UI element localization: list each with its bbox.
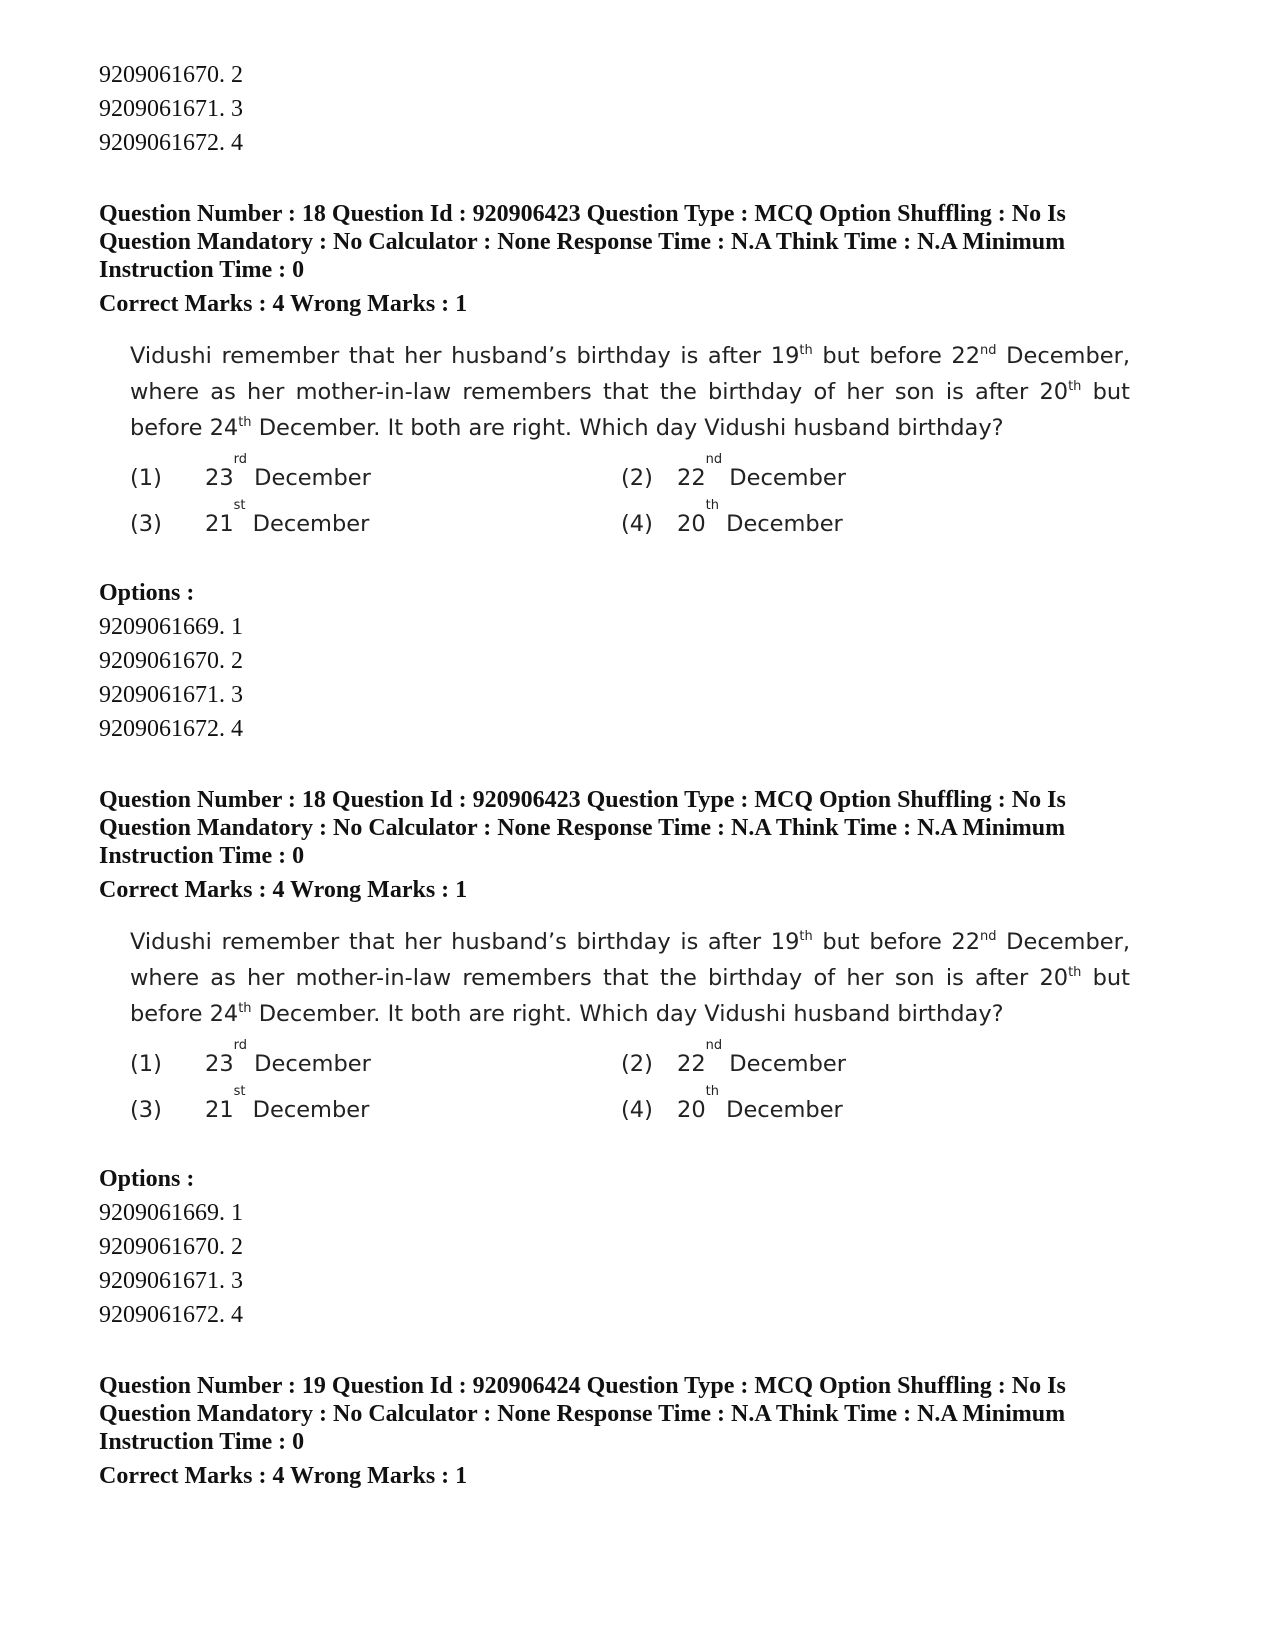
choices-grid bbox=[130, 1038, 1130, 1128]
question-block bbox=[99, 1372, 1179, 1490]
choice-item: (3) 21 st December bbox=[130, 498, 370, 537]
question-text: Vidushi remember that her husband’s birthday is after 19th but before 22nd December, where as her mother-in-law remembers that the birthday of her son is after 20th but before 24th December. It both are right. Which day Vidushi husband birthday? bbox=[130, 343, 1130, 441]
option-line: 9209061672. 4 bbox=[99, 1302, 243, 1328]
question-text: Vidushi remember that her husband’s birthday is after 19th but before 22nd December, where as her mother-in-law remembers that the birthday of her son is after 20th but before 24th December. It both are right. Which day Vidushi husband birthday? bbox=[130, 929, 1130, 1027]
option-line: 9209061670. 2 bbox=[99, 1234, 243, 1260]
question-image bbox=[130, 338, 1130, 542]
choice-item: (3) 21 st December bbox=[130, 1084, 370, 1123]
option-line: 9209061672. 4 bbox=[99, 130, 243, 156]
question-block bbox=[99, 200, 1179, 746]
option-line: 9209061671. 3 bbox=[99, 96, 243, 122]
option-line: 9209061669. 1 bbox=[99, 614, 243, 640]
document-page bbox=[99, 58, 1179, 1490]
question-meta: Question Number : 18 Question Id : 920906423 Question Type : MCQ Option Shuffling : No Is Question Mandatory : No Calculator : None Response Time : N.A Think Time : N.A Minimum Instruction Time : 0 bbox=[99, 201, 1066, 283]
question-marks: Correct Marks : 4 Wrong Marks : 1 bbox=[99, 877, 468, 903]
question-meta: Question Number : 19 Question Id : 920906424 Question Type : MCQ Option Shuffling : No Is Question Mandatory : No Calculator : None Response Time : N.A Think Time : N.A Minimum Instruction Time : 0 bbox=[99, 1373, 1066, 1455]
choice-item: (1) 23 rd December bbox=[130, 452, 371, 491]
choice-item: (4) 20 th December bbox=[621, 1084, 843, 1123]
question-meta: Question Number : 18 Question Id : 920906423 Question Type : MCQ Option Shuffling : No Is Question Mandatory : No Calculator : None Response Time : N.A Think Time : N.A Minimum Instruction Time : 0 bbox=[99, 787, 1066, 869]
question-block bbox=[99, 786, 1179, 1332]
top-options-list bbox=[99, 58, 1179, 160]
choice-item: (2) 22 nd December bbox=[621, 452, 846, 491]
choice-item: (4) 20 th December bbox=[621, 498, 843, 537]
option-line: 9209061669. 1 bbox=[99, 1200, 243, 1226]
options-label: Options : bbox=[99, 1166, 195, 1192]
option-line: 9209061671. 3 bbox=[99, 682, 243, 708]
choice-item: (1) 23 rd December bbox=[130, 1038, 371, 1077]
option-line: 9209061671. 3 bbox=[99, 1268, 243, 1294]
option-line: 9209061670. 2 bbox=[99, 62, 243, 88]
question-marks: Correct Marks : 4 Wrong Marks : 1 bbox=[99, 1463, 468, 1489]
choice-item: (2) 22 nd December bbox=[621, 1038, 846, 1077]
option-line: 9209061672. 4 bbox=[99, 716, 243, 742]
options-label: Options : bbox=[99, 580, 195, 606]
choices-grid bbox=[130, 452, 1130, 542]
question-marks: Correct Marks : 4 Wrong Marks : 1 bbox=[99, 291, 468, 317]
question-image bbox=[130, 924, 1130, 1128]
option-line: 9209061670. 2 bbox=[99, 648, 243, 674]
